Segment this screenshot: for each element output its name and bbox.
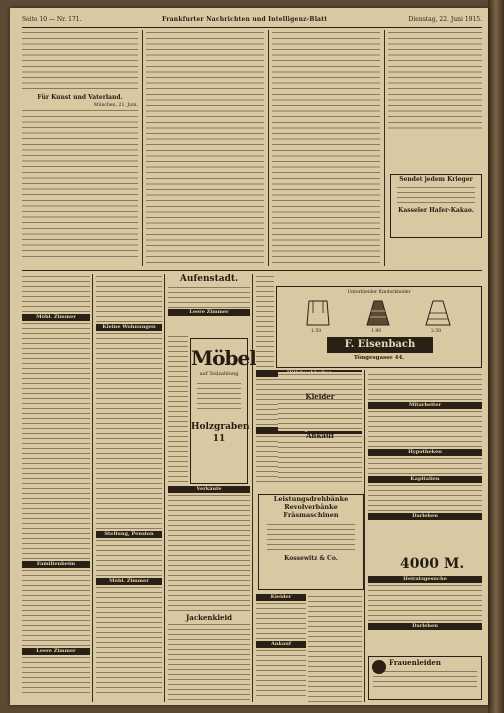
text-block — [267, 522, 355, 552]
category-heading: Möbl. Zimmer — [22, 314, 90, 321]
category-heading: Leere Zimmer — [22, 648, 90, 655]
article-column-1 — [22, 30, 138, 270]
text-block — [96, 274, 162, 324]
text-block — [146, 30, 264, 266]
text-block — [96, 585, 162, 695]
classified-column-5 — [278, 372, 362, 492]
classified-column-4-bottom — [256, 594, 306, 702]
classified-column-3-narrow — [168, 334, 188, 484]
text-block — [197, 381, 241, 411]
text-block — [22, 274, 90, 314]
eisenbach-name: F. Eisenbach — [327, 337, 433, 353]
column-rule — [252, 274, 253, 702]
text-block — [368, 483, 482, 513]
text-block — [308, 594, 362, 702]
section-title: Für Kunst und Vaterland. — [37, 94, 123, 101]
column-rule — [384, 30, 385, 266]
category-heading: Möbl. Zimmer — [96, 578, 162, 585]
category-heading: Mitarbeiter — [368, 402, 482, 409]
classified-column-3-bottom — [168, 486, 250, 702]
column-rule — [142, 30, 143, 266]
masthead: Frankfurter Nachrichten und Intelligenz-Blatt — [162, 16, 328, 23]
category-heading: Kapitalien — [368, 476, 482, 483]
text-block — [22, 108, 138, 258]
machine-tools-ad — [258, 494, 364, 590]
article-column-3 — [272, 30, 380, 266]
frauenleiden-title: Frauenleiden — [389, 658, 441, 667]
text-block — [168, 493, 250, 613]
dateline: München, 21. Juni. — [93, 102, 138, 108]
classified-column-2 — [96, 274, 162, 702]
text-block — [373, 669, 477, 689]
column-rule — [92, 274, 93, 702]
classified-column-3-top — [168, 274, 250, 334]
text-block — [368, 372, 482, 402]
eisenbach-address: Töngesgasse 44. — [353, 355, 405, 361]
krieger-ad — [390, 174, 482, 238]
category-heading: Kleine Wohnungen — [96, 324, 162, 331]
category-heading: Kleider — [305, 392, 335, 401]
text-block — [22, 568, 90, 648]
moebel-sub: auf Teilzahlung — [199, 371, 239, 377]
text-block — [388, 30, 482, 130]
category-heading: Verkäufe — [168, 486, 250, 493]
newspaper-page — [10, 8, 488, 705]
issue-date: Dienstag, 22. Juni 1915. — [408, 16, 482, 23]
text-block — [278, 440, 362, 480]
book-binding — [488, 0, 504, 713]
text-block — [96, 331, 162, 531]
krieger-brand: Kasseler Hafer-Kakao. — [398, 206, 474, 214]
column-rule — [364, 370, 365, 702]
category-heading: Darlehen — [368, 513, 482, 520]
child-dress-illustration — [425, 299, 451, 327]
text-block — [168, 622, 250, 702]
classified-column-6 — [368, 372, 482, 554]
undergarment-illustration — [305, 299, 331, 327]
krieger-title: Sendet jedem Krieger — [399, 176, 473, 183]
classified-column-5-bottom — [308, 594, 362, 702]
text-block — [256, 601, 306, 641]
article-column-4 — [388, 30, 482, 130]
category-heading: Heiratsgesuche — [368, 576, 482, 583]
text-block — [256, 274, 274, 370]
price-1: 1.50 — [311, 329, 322, 334]
text-block — [272, 30, 380, 266]
classified-column-1 — [22, 274, 90, 702]
moebel-address: Holzgraben 11 — [191, 422, 250, 444]
category-heading: Leere Zimmer — [168, 309, 250, 316]
frauenleiden-ad — [368, 656, 482, 700]
page-number: Seite 10 — Nr. 171. — [22, 16, 82, 23]
moebel-ad — [190, 338, 256, 484]
text-block — [368, 583, 482, 623]
child-dress-illustration — [365, 299, 391, 327]
machine-ad-line1: Revolverbänke — [284, 503, 338, 511]
category-heading: Ankauf — [256, 641, 306, 648]
category-heading: Aufenstadt. — [179, 274, 239, 284]
text-block — [397, 185, 475, 205]
text-block — [256, 648, 306, 698]
eisenbach-title: Unterkleider Kinderkleider — [347, 290, 411, 295]
column-rule — [268, 30, 269, 266]
section-rule — [22, 270, 482, 271]
classified-column-6-bottom — [368, 576, 482, 652]
price-3: 2.50 — [431, 329, 442, 334]
category-heading: Hypotheken — [368, 449, 482, 456]
machine-ad-title: Leistungsdrehbänke — [273, 495, 349, 503]
category-heading: Darlehen — [368, 623, 482, 630]
classified-column-4-top — [256, 274, 274, 370]
category-heading: Ankauf — [305, 431, 334, 440]
column-rule — [164, 274, 165, 702]
eisenbach-ad — [276, 286, 482, 368]
text-block — [168, 334, 188, 484]
text-block — [22, 321, 90, 561]
text-block — [22, 30, 138, 92]
amount-headline: 4000 M. — [400, 556, 465, 572]
text-block — [168, 285, 250, 309]
page-header — [22, 13, 482, 28]
text-block — [368, 409, 482, 449]
category-heading: Kleider — [256, 594, 306, 601]
emblem-icon — [372, 660, 386, 674]
category-heading: Stellung, Pension — [96, 531, 162, 538]
text-block — [22, 655, 90, 695]
category-heading: Familienheim — [22, 561, 90, 568]
text-block — [278, 401, 362, 431]
text-block — [368, 456, 482, 476]
text-block — [278, 372, 362, 392]
moebel-word: Möbel — [191, 346, 256, 370]
text-block — [96, 538, 162, 578]
price-2: 1.90 — [371, 329, 382, 334]
article-column-2 — [146, 30, 264, 266]
machine-ad-company: Kossewitz & Co. — [284, 555, 338, 562]
category-heading: Jackenkleid — [185, 613, 233, 622]
machine-ad-line2: Fräsmaschinen — [283, 511, 339, 519]
